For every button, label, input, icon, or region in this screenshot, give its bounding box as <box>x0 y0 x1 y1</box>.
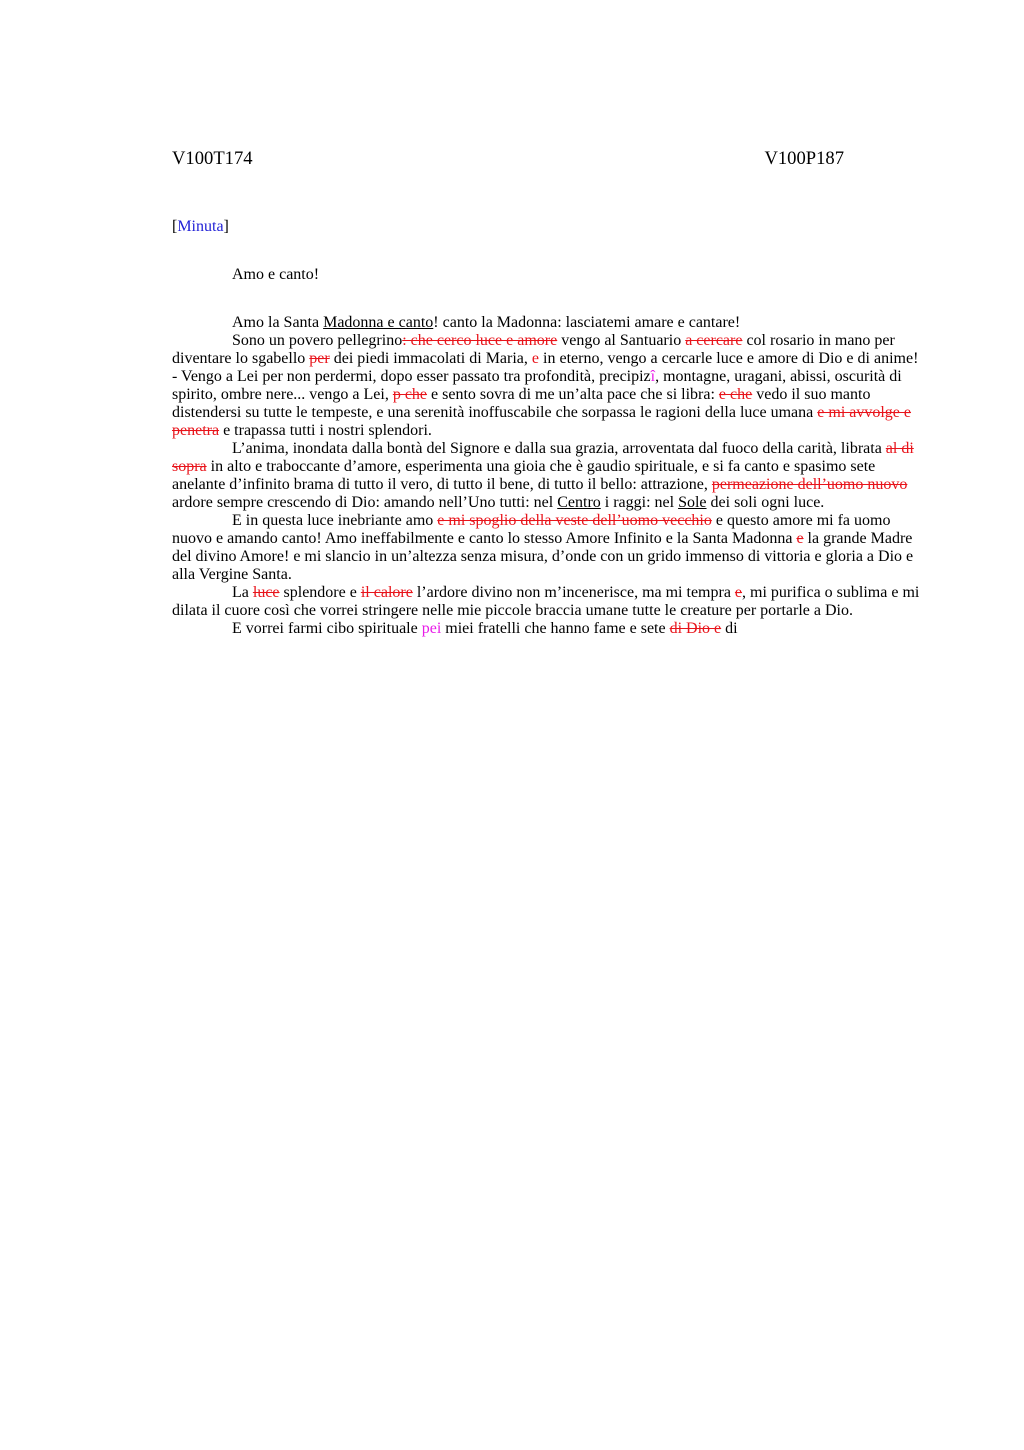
paragraph-5 <box>172 584 924 620</box>
text: la grande Madre del divino Amore! e mi slancio in un’altezza senza misura, d’onde con un grido immenso di vittoria e gloria a Dio e alla Vergine Santa. <box>172 530 914 583</box>
deleted-text: a cercare <box>685 332 743 349</box>
text: in eterno, vengo a cercarle luce e amore di Dio e di anime! - Vengo a Lei per non perdermi, dopo esser passato tra profondità, precipiz <box>172 350 919 385</box>
text: e questo amore mi fa uomo nuovo e amando canto! Amo ineffabilmente e canto lo stesso Amore Infinito e la Santa Madonna <box>172 512 891 547</box>
text: vedo il suo manto distendersi su tutte le tempeste, e una serenità inoffuscabile che sorpassa le ragioni della luce umana <box>172 386 871 421</box>
inserted-text: pei <box>421 620 442 637</box>
text: splendore e <box>279 584 361 601</box>
minuta-text: Minuta <box>177 218 224 235</box>
text: Amo la Santa <box>232 314 324 331</box>
text: ardore sempre crescendo di Dio: amando nell’Uno tutti: nel <box>172 494 558 511</box>
text: , mi purifica o sublima e mi dilata il cuore così che vorrei stringere nelle mie piccole braccia umane tutte le creature per portarle a Dio. <box>172 584 920 619</box>
bracket-close: ] <box>223 218 229 235</box>
deleted-text: e <box>796 530 804 547</box>
minuta-label <box>172 218 229 236</box>
text: i raggi: nel <box>600 494 679 511</box>
underlined-text: Centro <box>557 494 601 511</box>
deleted-text: e che <box>718 386 753 403</box>
bracket-open: [ <box>172 218 178 235</box>
deleted-text: luce <box>252 584 280 601</box>
text: col rosario in mano per diventare lo sgabello <box>172 332 895 367</box>
document-body <box>172 314 924 638</box>
page-code-right: V100P187 <box>764 148 844 169</box>
underlined-text: Madonna e canto <box>323 314 434 331</box>
text: in alto e traboccante d’amore, esperimenta una gioia che è gaudio spirituale, e si fa canto e spasimo sete anelante d’infinito brama di tutto il vero, di tutto il bene, di tutto il bello: attrazione, <box>172 458 876 493</box>
paragraph-2 <box>172 332 924 440</box>
text: dei piedi immacolati di Maria, <box>329 350 532 367</box>
text: Sono un povero pellegrino <box>232 332 403 349</box>
text: La <box>232 584 253 601</box>
paragraph-6 <box>172 620 924 638</box>
text: E vorrei farmi cibo spirituale <box>232 620 422 637</box>
text: E in questa luce inebriante amo <box>232 512 438 529</box>
deleted-text: e mi avvolge e penetra <box>172 404 912 439</box>
paragraph-3 <box>172 440 924 512</box>
paragraph-4 <box>172 512 924 584</box>
deleted-text: il calore <box>360 584 413 601</box>
underlined-text: Sole <box>678 494 707 511</box>
deleted-text: e <box>734 584 743 601</box>
inserted-text: î <box>650 368 656 385</box>
text: miei fratelli che hanno fame e sete <box>441 620 670 637</box>
deleted-text: p che <box>392 386 428 403</box>
text: dei soli ogni luce. <box>706 494 825 511</box>
deleted-text: di Dio e <box>669 620 722 637</box>
page-code-left: V100T174 <box>172 148 253 169</box>
deleted-text: : che cerco luce e amore <box>402 332 558 349</box>
text: di <box>721 620 738 637</box>
text: vengo al Santuario <box>557 332 686 349</box>
deleted-text: e mi spoglio della veste dell’uomo vecchio <box>437 512 712 529</box>
deleted-text: al di sopra <box>172 440 914 475</box>
document-title: Amo e canto! <box>232 266 320 283</box>
text: , montagne, uragani, abissi, oscurità di spirito, ombre nere... vengo a Lei, <box>172 368 902 403</box>
deleted-text: permeazione dell’uomo nuovo <box>711 476 908 493</box>
deleted-text: per <box>309 350 330 367</box>
text: ! canto la Madonna: lasciatemi amare e cantare! <box>433 314 741 331</box>
paragraph-1 <box>172 314 924 332</box>
text: e trapassa tutti i nostri splendori. <box>219 422 432 439</box>
added-text: e <box>531 350 540 367</box>
text: l’ardore divino non m’incenerisce, ma mi tempra <box>412 584 735 601</box>
text: L’anima, inondata dalla bontà del Signore e dalla sua grazia, arroventata dal fuoco della carità, librata <box>232 440 886 457</box>
text: e sento sovra di me un’alta pace che si libra: <box>427 386 719 403</box>
